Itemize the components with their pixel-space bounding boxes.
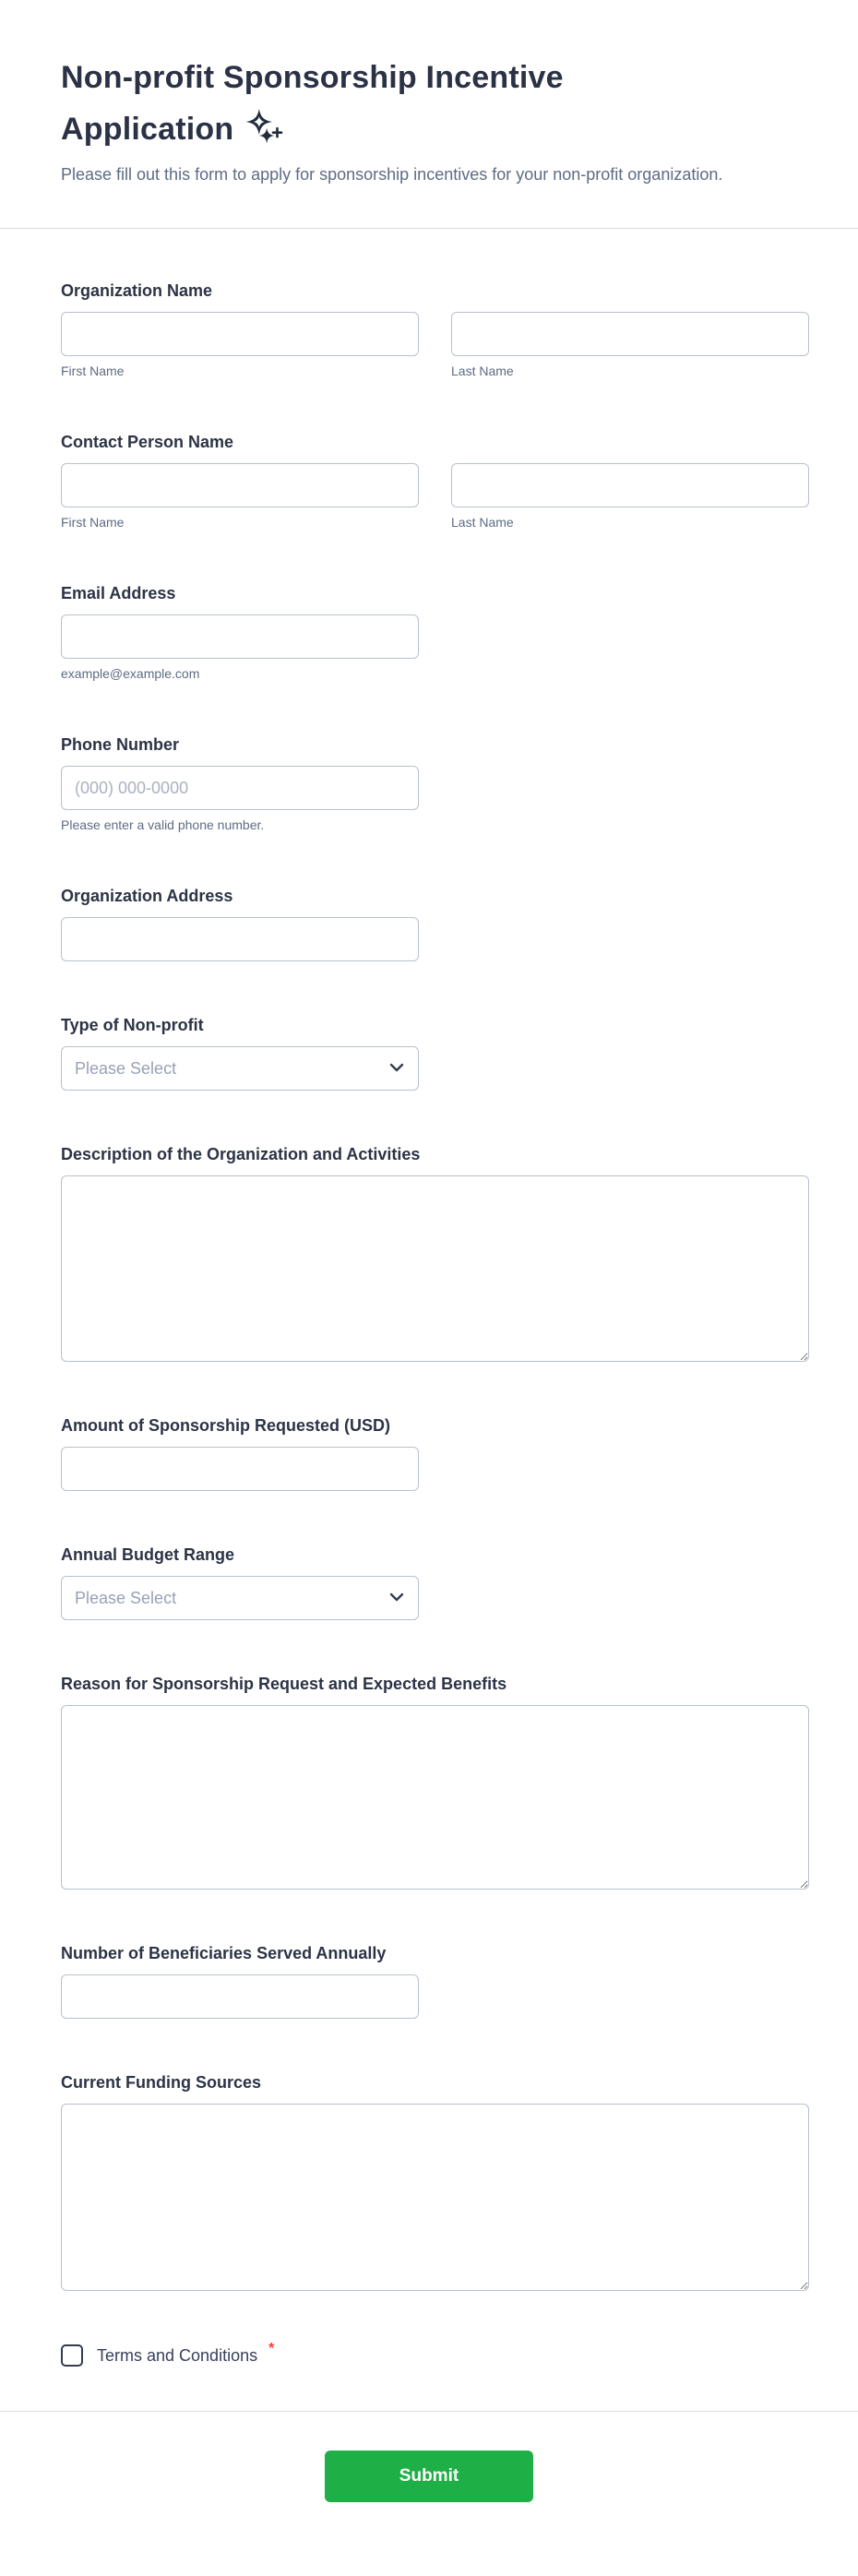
field-reason (61, 1674, 809, 1890)
nonprofit-type-select-wrap (61, 1046, 419, 1091)
field-terms (61, 2341, 809, 2367)
organization-name-first-input[interactable] (61, 312, 419, 356)
form-title (61, 52, 651, 155)
organization-address-label: Organization Address (61, 887, 233, 905)
funding-sources-textarea[interactable] (61, 2104, 809, 2291)
beneficiaries-input[interactable] (61, 1974, 419, 2019)
amount-requested-input[interactable] (61, 1447, 419, 1491)
nonprofit-type-select[interactable] (61, 1046, 419, 1091)
terms-label: Terms and Conditions (97, 2345, 258, 2365)
field-beneficiaries (61, 1943, 809, 2019)
field-contact-person-name (61, 432, 809, 530)
form-header (0, 0, 858, 229)
contact-person-first-input[interactable] (61, 463, 419, 507)
phone-input[interactable] (61, 766, 419, 810)
form-footer (0, 2411, 858, 2548)
contact-person-last-input[interactable] (451, 463, 809, 507)
email-label: Email Address (61, 584, 176, 602)
field-email-address (61, 583, 809, 681)
form-subtitle: Please fill out this form to apply for sponsorship incentives for your non-profit organization. (61, 165, 723, 184)
amount-requested-label: Amount of Sponsorship Requested (USD) (61, 1416, 390, 1435)
organization-name-first-sublabel: First Name (61, 364, 125, 378)
terms-checkbox[interactable] (61, 2344, 83, 2367)
field-organization-name (61, 280, 809, 378)
contact-person-first-col (61, 463, 419, 530)
budget-range-select[interactable] (61, 1576, 419, 1620)
description-label: Description of the Organization and Activities (61, 1145, 421, 1163)
beneficiaries-label: Number of Beneficiaries Served Annually (61, 1944, 387, 1962)
form-body (0, 229, 858, 2411)
contact-person-first-sublabel: First Name (61, 515, 125, 530)
field-organization-address (61, 886, 809, 961)
organization-name-last-col (451, 312, 809, 378)
required-asterisk: * (268, 2341, 275, 2356)
email-sublabel: example@example.com (61, 666, 200, 681)
nonprofit-type-label: Type of Non-profit (61, 1016, 204, 1034)
field-amount-requested (61, 1415, 809, 1491)
submit-button[interactable]: Submit (325, 2451, 533, 2502)
phone-sublabel: Please enter a valid phone number. (61, 817, 265, 832)
organization-name-row (61, 312, 809, 378)
organization-name-last-sublabel: Last Name (451, 364, 514, 378)
field-description (61, 1144, 809, 1362)
reason-label: Reason for Sponsorship Request and Expected Benefits (61, 1675, 507, 1693)
description-textarea[interactable] (61, 1175, 809, 1362)
field-budget-range (61, 1544, 809, 1620)
contact-person-name-row (61, 463, 809, 530)
field-phone-number (61, 734, 809, 832)
contact-person-last-sublabel: Last Name (451, 515, 514, 530)
budget-range-select-wrap (61, 1576, 419, 1620)
budget-range-label: Annual Budget Range (61, 1545, 234, 1564)
organization-name-first-col (61, 312, 419, 378)
email-input[interactable] (61, 614, 419, 659)
organization-name-last-input[interactable] (451, 312, 809, 356)
organization-name-label: Organization Name (61, 281, 213, 300)
form-title-text: Non-profit Sponsorship Incentive Application (61, 60, 564, 147)
contact-person-name-label: Contact Person Name (61, 433, 234, 451)
sparkles-icon (243, 108, 283, 145)
reason-textarea[interactable] (61, 1705, 809, 1890)
contact-person-last-col (451, 463, 809, 530)
field-nonprofit-type (61, 1015, 809, 1091)
field-funding-sources (61, 2072, 809, 2291)
funding-sources-label: Current Funding Sources (61, 2073, 262, 2092)
phone-label: Phone Number (61, 735, 180, 754)
organization-address-input[interactable] (61, 917, 419, 961)
